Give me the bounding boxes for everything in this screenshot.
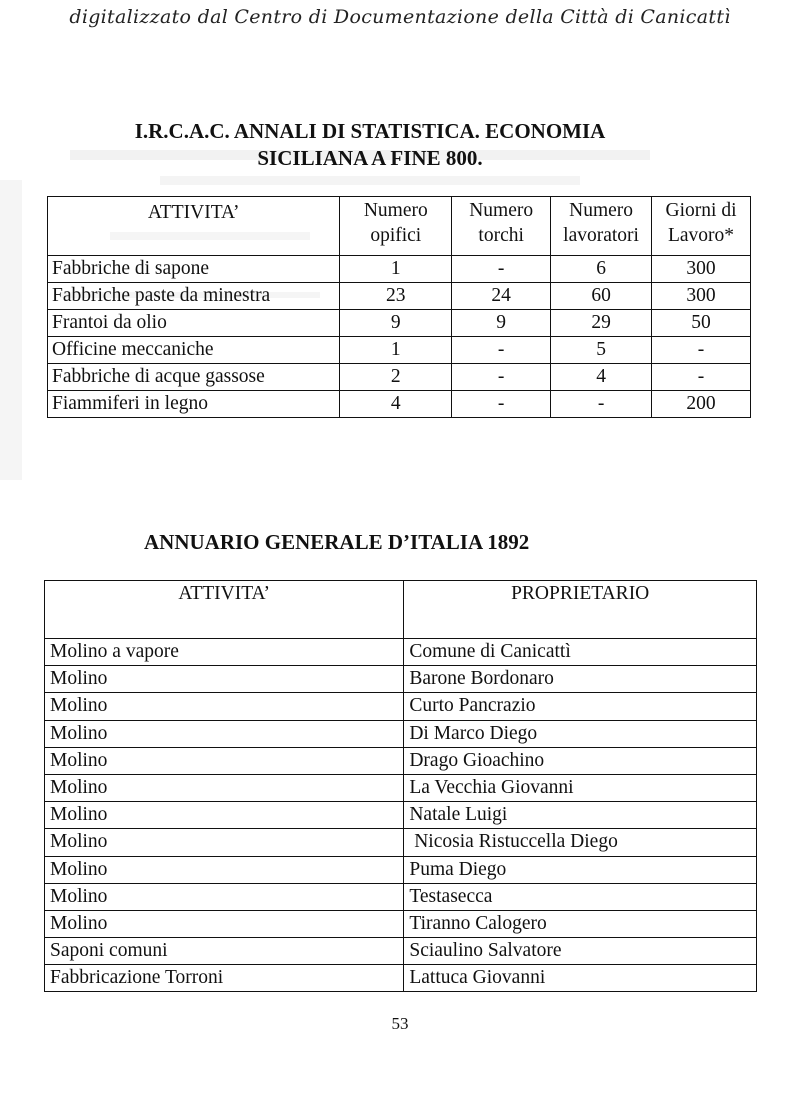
cell-opifici: 23 [340, 283, 452, 310]
cell-attivita: Molino [45, 720, 404, 747]
cell-proprietario: Lattuca Giovanni [404, 965, 757, 992]
cell-attivita: Molino [45, 693, 404, 720]
cell-attivita: Molino [45, 856, 404, 883]
cell-attivita: Molino [45, 774, 404, 801]
cell-lavoratori: 60 [551, 283, 652, 310]
table-row [45, 883, 757, 910]
cell-giorni: 200 [652, 391, 751, 418]
cell-attivita: Molino [45, 802, 404, 829]
cell-torchi: - [452, 364, 551, 391]
cell-attivita: Molino [45, 883, 404, 910]
cell-proprietario: Di Marco Diego [404, 720, 757, 747]
header-torchi-line2: torchi [478, 225, 524, 246]
digitization-watermark: digitalizzato dal Centro di Documentazione della Città di Canicattì [69, 6, 731, 28]
cell-proprietario: Natale Luigi [404, 802, 757, 829]
cell-attivita: Fiammiferi in legno [48, 391, 340, 418]
table-row [48, 364, 751, 391]
table-row [45, 965, 757, 992]
header-proprietario: PROPRIETARIO [404, 581, 757, 639]
table-row [48, 391, 751, 418]
table-row [45, 938, 757, 965]
cell-proprietario: Comune di Canicattì [404, 639, 757, 666]
page-number: 53 [391, 1014, 409, 1033]
cell-proprietario: Puma Diego [404, 856, 757, 883]
cell-attivita: Fabbriche paste da minestra [48, 283, 340, 310]
header-opifici-line2: opifici [370, 225, 422, 246]
cell-giorni: 300 [652, 256, 751, 283]
header-giorni-line1: Giorni di [665, 200, 737, 221]
cell-lavoratori: 4 [551, 364, 652, 391]
cell-attivita: Officine meccaniche [48, 337, 340, 364]
cell-proprietario: Testasecca [404, 883, 757, 910]
cell-torchi: 9 [452, 310, 551, 337]
table-row [45, 720, 757, 747]
header-giorni [652, 197, 751, 256]
header-opifici [340, 197, 452, 256]
cell-torchi: - [452, 337, 551, 364]
table-row [45, 666, 757, 693]
header-torchi [452, 197, 551, 256]
cell-attivita: Molino a vapore [45, 639, 404, 666]
section1-title-line1: I.R.C.A.C. ANNALI DI STATISTICA. ECONOMIA [134, 119, 606, 143]
header-lavoratori-line2: lavoratori [563, 225, 639, 246]
table-row [45, 747, 757, 774]
table-row [48, 337, 751, 364]
cell-lavoratori: 5 [551, 337, 652, 364]
cell-lavoratori: 6 [551, 256, 652, 283]
cell-proprietario: Tiranno Calogero [404, 910, 757, 937]
table-row [45, 856, 757, 883]
header-attivita: ATTIVITA’ [48, 197, 340, 256]
cell-proprietario: Nicosia Ristuccella Diego [404, 829, 757, 856]
cell-attivita: Fabbricazione Torroni [45, 965, 404, 992]
cell-attivita: Molino [45, 747, 404, 774]
cell-attivita: Saponi comuni [45, 938, 404, 965]
table-row [45, 639, 757, 666]
cell-lavoratori: - [551, 391, 652, 418]
cell-torchi: - [452, 256, 551, 283]
table-row [48, 283, 751, 310]
cell-opifici: 2 [340, 364, 452, 391]
cell-attivita: Molino [45, 666, 404, 693]
cell-attivita: Molino [45, 910, 404, 937]
cell-torchi: - [452, 391, 551, 418]
table-header-row [45, 581, 757, 639]
cell-attivita: Molino [45, 829, 404, 856]
cell-proprietario: Sciaulino Salvatore [404, 938, 757, 965]
table-header-row [48, 197, 751, 256]
cell-opifici: 1 [340, 256, 452, 283]
cell-attivita: Fabbriche di sapone [48, 256, 340, 283]
header-torchi-line1: Numero [469, 200, 534, 221]
cell-proprietario: Curto Pancrazio [404, 693, 757, 720]
cell-opifici: 1 [340, 337, 452, 364]
cell-proprietario: La Vecchia Giovanni [404, 774, 757, 801]
cell-giorni: - [652, 364, 751, 391]
cell-proprietario: Barone Bordonaro [404, 666, 757, 693]
cell-proprietario: Drago Gioachino [404, 747, 757, 774]
cell-opifici: 4 [340, 391, 452, 418]
section1-title-line2: SICILIANA A FINE 800. [257, 146, 483, 170]
cell-giorni: 300 [652, 283, 751, 310]
section2-title: ANNUARIO GENERALE D’ITALIA 1892 [144, 530, 530, 554]
header-lavoratori-line1: Numero [569, 200, 634, 221]
industry-statistics-table [47, 196, 751, 418]
header-opifici-line1: Numero [363, 200, 428, 221]
header-lavoratori [551, 197, 652, 256]
cell-lavoratori: 29 [551, 310, 652, 337]
table-row [48, 256, 751, 283]
cell-torchi: 24 [452, 283, 551, 310]
table-row [45, 774, 757, 801]
table-row [45, 693, 757, 720]
section1-title [90, 118, 650, 172]
table-row [45, 802, 757, 829]
cell-attivita: Fabbriche di acque gassose [48, 364, 340, 391]
header-attivita: ATTIVITA’ [45, 581, 404, 639]
owners-table [44, 580, 757, 992]
cell-attivita: Frantoi da olio [48, 310, 340, 337]
cell-opifici: 9 [340, 310, 452, 337]
cell-giorni: 50 [652, 310, 751, 337]
table-row [45, 910, 757, 937]
table-row [48, 310, 751, 337]
table-row [45, 829, 757, 856]
cell-giorni: - [652, 337, 751, 364]
header-giorni-line2: Lavoro* [667, 225, 735, 246]
